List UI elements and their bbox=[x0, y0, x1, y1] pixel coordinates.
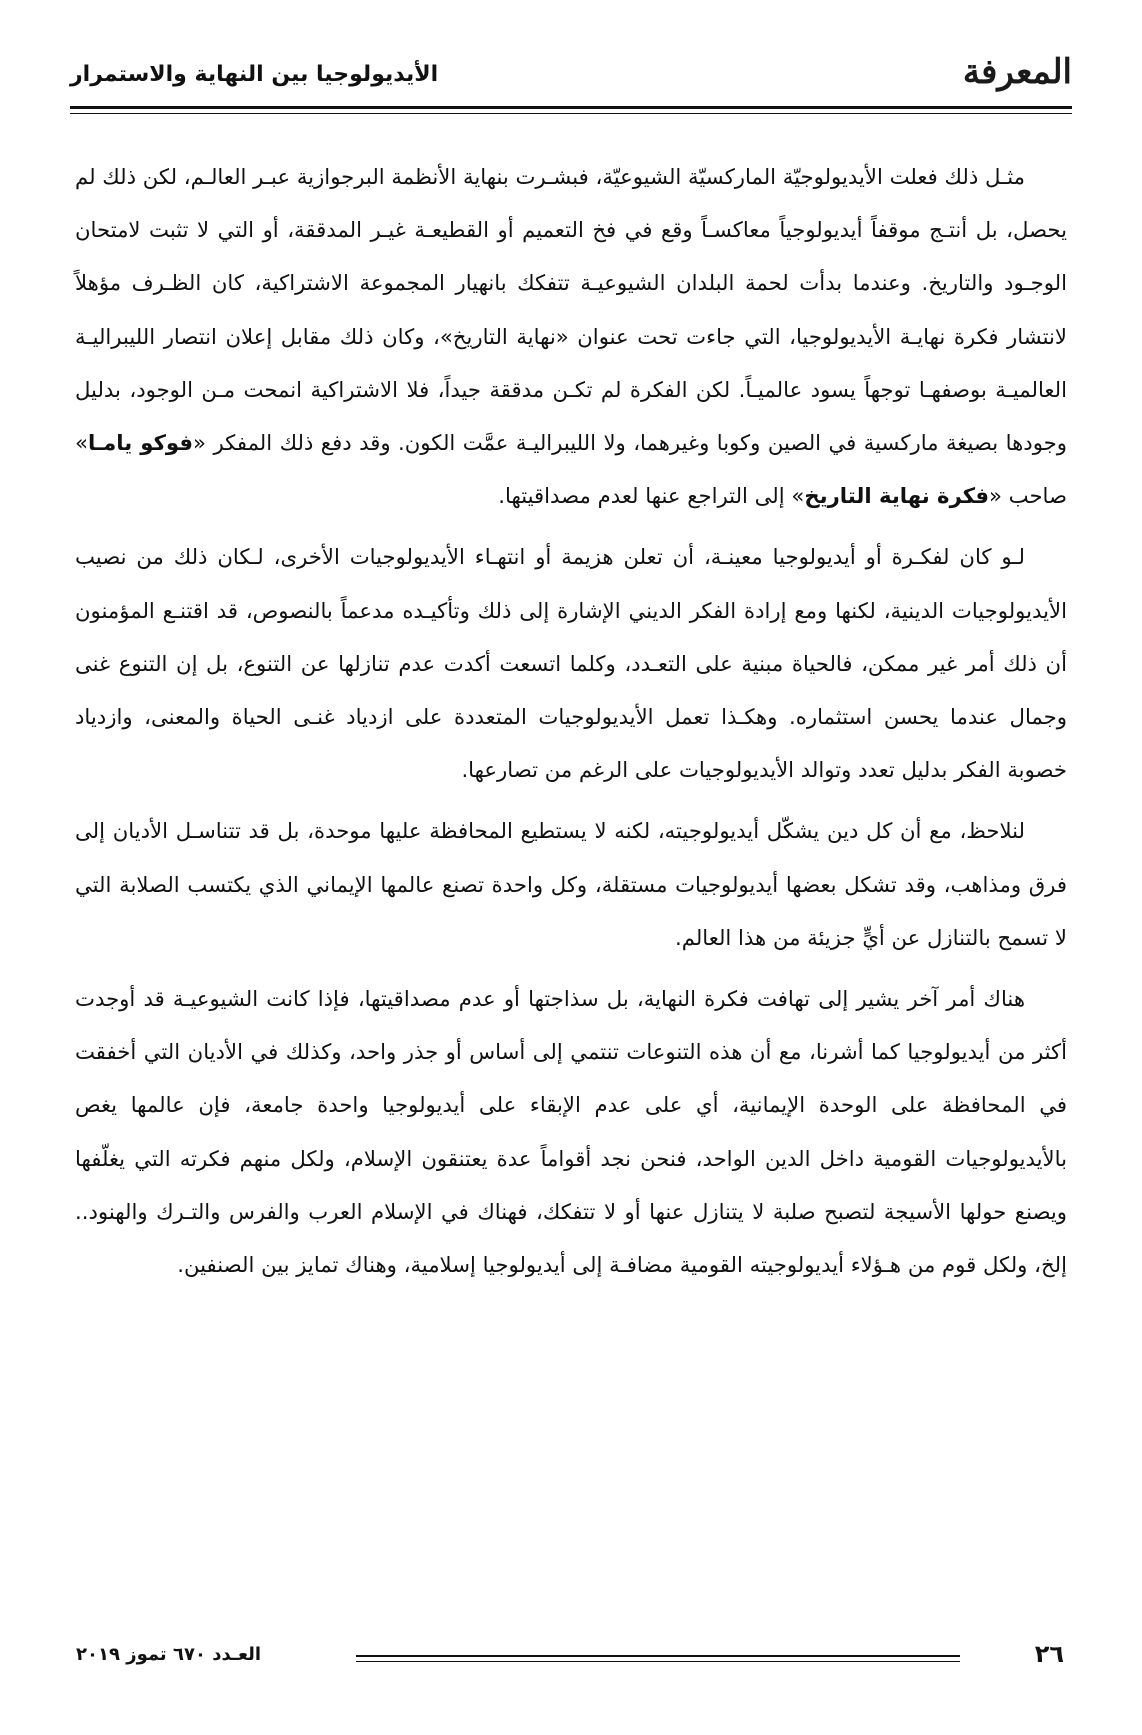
page-footer bbox=[70, 1640, 1072, 1680]
paragraph-3: لنلاحظ، مع أن كل دين يشكّل أيديولوجيته، لكنه لا يستطيع المحافظة عليها موحدة، بل قد تتناسـل الأديان إلى فرق ومذاهب، وقد تشكل بعضها أيديولوجيات مستقلة، وكل واحدة تصنع عالمها الإيماني الذي يكتسب الصلابة التي لا تسمح بالتنازل عن أيٍّ جزيئة من هذا العالم. bbox=[75, 818, 1067, 950]
paragraph-1-end: » إلى التراجع عنها لعدم مصداقيتها. bbox=[498, 483, 805, 509]
header-rule-thick bbox=[70, 106, 1072, 109]
paragraph-1-middle: » صاحب « bbox=[75, 430, 1067, 509]
paragraph-1 bbox=[75, 150, 1067, 522]
paragraph-2: لـو كان لفكـرة أو أيديولوجيا معينـة، أن تعلن هزيمة أو انتهـاء الأيديولوجيات الأخرى، لـكان ذلك من نصيب الأيديولوجيات الدينية، لكنها ومع إرادة الفكر الديني الإشارة إلى ذلك وتأكيـده مدعماً بالنصوص، قد اقتنـع المؤمنون أن ذلك أمر غير ممكن، فالحياة مبنية على التعـدد، وكلما اتسعت أكدت عدم تنازلها عن التنوع، بل إن التنوع غنى وجمال عندما يحسن استثماره. وهكـذا تعمل الأيديولوجيات المتعددة على ازدياد غنـى الحياة والمعنى، وازدياد خصوبة الفكر بدليل تعدد وتوالد الأيديولوجيات على الرغم من تصارعها. bbox=[75, 544, 1067, 783]
page-header bbox=[70, 48, 1072, 106]
article-body bbox=[75, 150, 1067, 1299]
paragraph-4: هناك أمر آخر يشير إلى تهافت فكرة النهاية، بل سذاجتها أو عدم مصداقيتها، فإذا كانت الشيوعيـة قد أوجدت أكثر من أيديولوجيا كما أشرنا، مع أن هذه التنوعات تنتمي إلى أساس أو جذر واحد، وكذلك في الأديان التي أخفقت في المحافظة على الوحدة الإيمانية، أي على عدم الإبقاء على أيديولوجيا واحدة جامعة، فإن عالمها يغص بالأيديولوجيات القومية داخل الدين الواحد، فنحن نجد أقواماً عدة يعتنقون الإسلام، ولكل منهم فكرته التي يغلّفها ويصنع حولها الأسيجة لتصبح صلبة لا يتنازل عنها أو لا تتفكك، فهناك في الإسلام العرب والفرس والتـرك والهنود.. إلخ، ولكل قوم من هـؤلاء أيديولوجيته القومية مضافـة إلى أيديولوجيا إسلامية، وهناك تمايز بين الصنفين. bbox=[75, 986, 1067, 1278]
bold-end-of-history: فكرة نهاية التاريخ bbox=[804, 483, 989, 509]
issue-info: العـدد ٦٧٠ تموز ٢٠١٩ bbox=[76, 1644, 262, 1665]
footer-rule-thin bbox=[356, 1661, 960, 1662]
header-rule-thin bbox=[70, 113, 1072, 114]
running-title: الأيديولوجيا بين النهاية والاستمرار bbox=[70, 62, 439, 87]
magazine-logo: المعرفة bbox=[962, 52, 1072, 92]
paragraph-1-text: مثـل ذلك فعلت الأيديولوجيّة الماركسيّة الشيوعيّة، فبشـرت بنهاية الأنظمة البرجوازية عبـر العالـم، لكن ذلك لم يحصل، بل أنتـج موقفاً أيديولوجياً معاكسـاً وقع في فخ التعميم أو القطيعـة غيـر المدققة، أو التي لا تثبت لامتحان الوجـود والتاريخ. وعندما بدأت لحمة البلدان الشيوعيـة تتفكك بانهيار المجموعة الاشتراكية، كان الظـرف مؤهلاً لانتشار فكرة نهايـة الأيديولوجيا، التي جاءت تحت عنوان «نهاية التاريخ»، وكان ذلك مقابل إعلان انتصار الليبراليـة العالميـة بوصفهـا توجهاً يسود عالميـاً. لكن الفكرة لم تكـن مدققة جيداً، فلا الاشتراكية انمحت مـن الوجود، بدليل وجودها بصيغة ماركسية في الصين وكوبا وغيرهما، ولا الليبراليـة عمَّت الكون. وقد دفع ذلك المفكر « bbox=[75, 164, 1067, 456]
bold-name-fukuyama: فوكو يامـا bbox=[87, 430, 194, 456]
footer-rule-thick bbox=[356, 1655, 960, 1657]
page-number: ٢٦ bbox=[1034, 1640, 1064, 1668]
